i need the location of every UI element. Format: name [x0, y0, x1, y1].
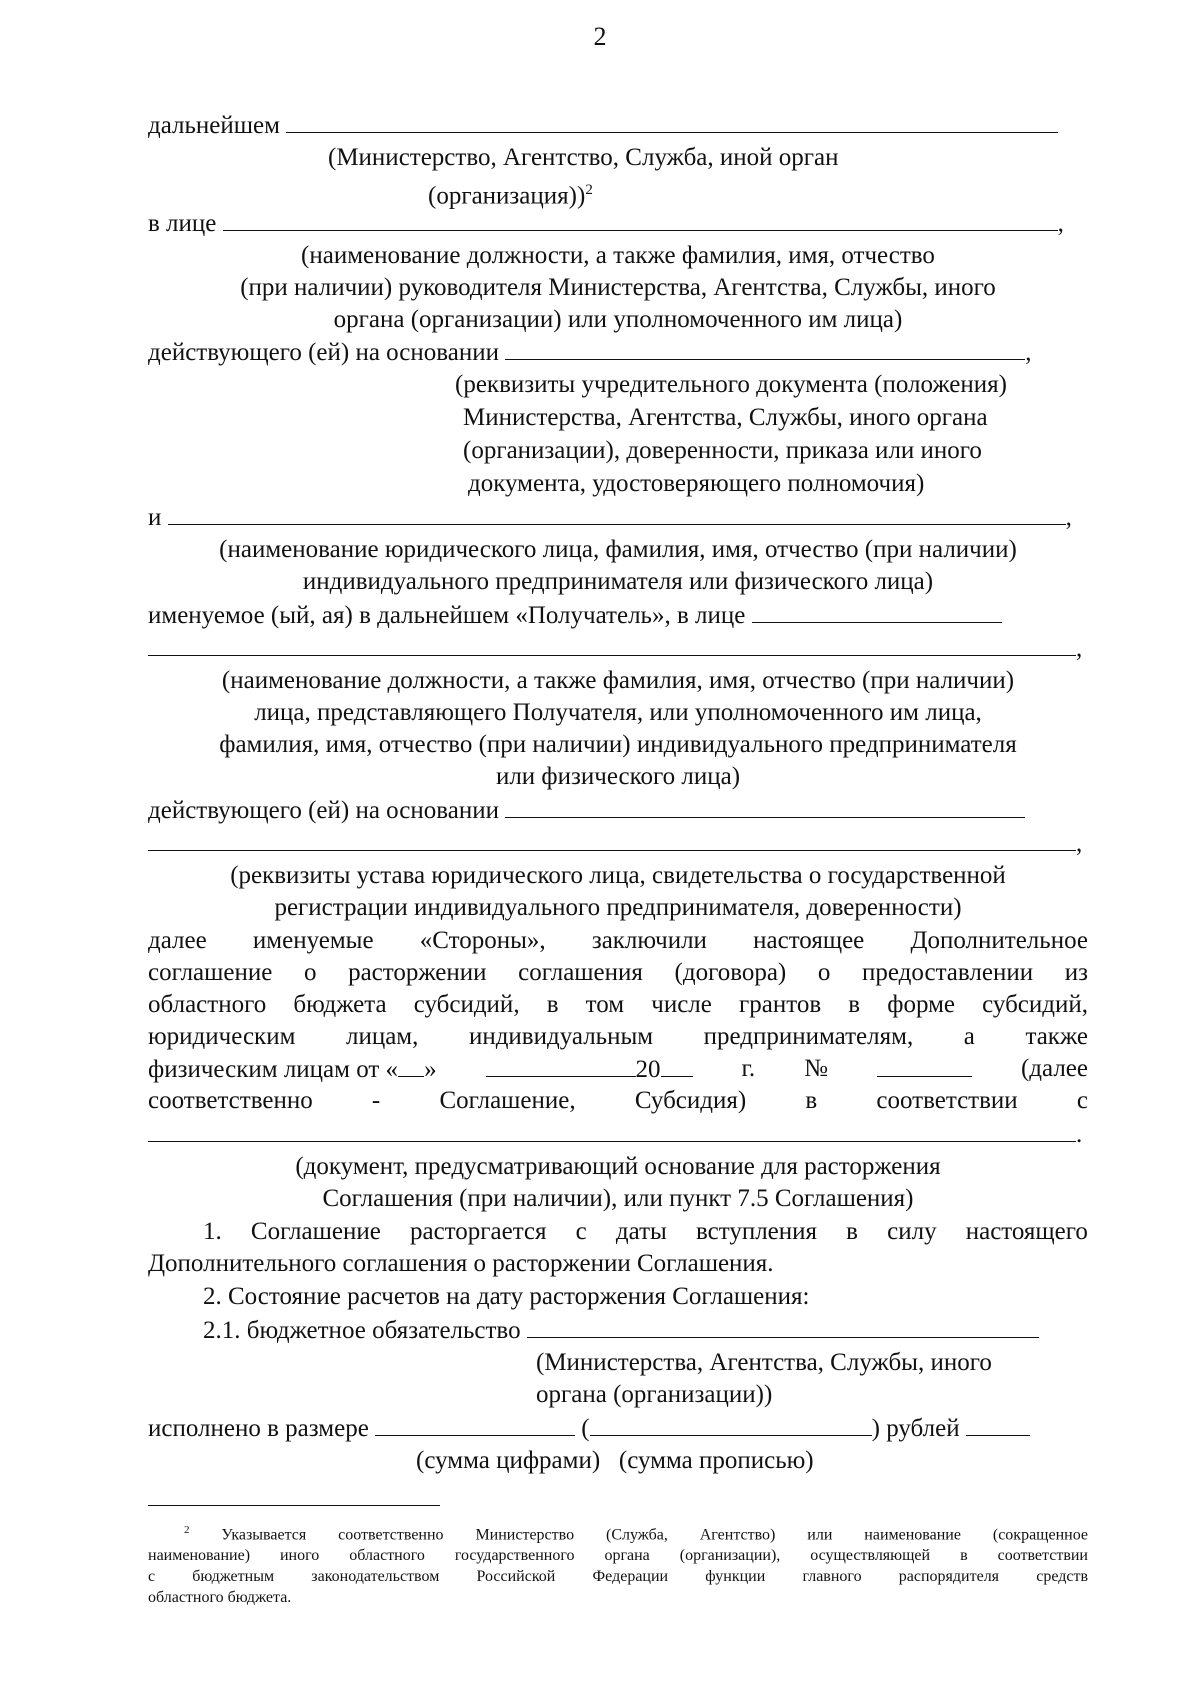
paragraph-line: физическим лицам от « » 20 г. № (далее: [148, 1055, 1088, 1083]
fill-blank-day[interactable]: [398, 1054, 424, 1077]
text-line: ,: [148, 633, 1082, 664]
text-line: действующего (ей) на основании ,: [148, 339, 1032, 366]
text-line: действующего (ей) на основании: [148, 795, 1025, 826]
footnote-divider: [148, 1505, 440, 1506]
text-line: и ,: [148, 504, 1072, 531]
hint-line: регистрации индивидуального предпринимателя, доверенности): [274, 894, 962, 921]
hint-line: или физического лица): [495, 763, 741, 790]
hint-line: органа (организации) или уполномоченного им лица): [333, 306, 903, 333]
hint-line: Министерства, Агентства, Службы, иного органа: [463, 404, 988, 431]
text-line: .: [148, 1119, 1082, 1150]
fill-blank-sum-words[interactable]: [590, 1413, 872, 1436]
hint-line: Соглашения (при наличии), или пункт 7.5 Соглашения): [322, 1185, 914, 1212]
hint-line: (сумма цифрами) (сумма прописью): [416, 1447, 814, 1474]
hint-line: индивидуального предпринимателя или физического лица): [302, 568, 934, 595]
hint-line: (организация))$^2$: [428, 182, 593, 210]
fill-blank-recipient-rep-cont[interactable]: [148, 633, 1076, 656]
hint-line: (Министерства, Агентства, Службы, иного: [536, 1349, 992, 1376]
fill-blank-recipient-basis-cont[interactable]: [148, 828, 1076, 851]
text-line: дальнейшем: [148, 110, 1058, 141]
paragraph-line: юридическим лицам, индивидуальным предпринимателям, а также: [148, 1023, 1088, 1050]
hint-line: (наименование юридического лица, фамилия, имя, отчество (при наличии): [219, 536, 1017, 563]
footnote: $^2$ Указывается соответственно Министерство (Служба, Агентство) или наименование (сокращенное наименование) иного областного государственного органа (организации), осуществляющей в соответствии с бюджетным законодательством Российской Федерации функции главного распорядителя средств областного бюджета.: [148, 1524, 1089, 1607]
hint-line: органа (организации)): [536, 1381, 773, 1408]
fill-blank-termination-basis[interactable]: [148, 1119, 1076, 1142]
fill-blank-sum-digits[interactable]: [375, 1413, 575, 1436]
fill-blank-obligation[interactable]: [527, 1315, 1039, 1338]
fill-blank-month[interactable]: [486, 1054, 636, 1077]
footnote-mark: 2: [184, 1524, 190, 1536]
text-line: исполнено в размере ( ) рублей: [148, 1413, 1030, 1444]
fill-blank-kopecks[interactable]: [966, 1413, 1030, 1436]
fill-blank-number[interactable]: [877, 1054, 972, 1077]
hint-line: (Министерство, Агентство, Служба, иной орган: [328, 144, 839, 171]
hint-line: (реквизиты устава юридического лица, свидетельства о государственной: [230, 862, 1006, 889]
fill-blank-recipient[interactable]: [168, 502, 1066, 525]
paragraph-line: областного бюджета субсидий, в том числе грантов в форме субсидий,: [148, 991, 1088, 1018]
fill-blank-organ[interactable]: [286, 110, 1058, 133]
paragraph-line: 1. Соглашение расторгается с даты вступления в силу настоящего: [203, 1218, 1088, 1245]
hint-line: (организации), доверенности, приказа или иного: [463, 437, 982, 464]
paragraph-line: соглашение о расторжении соглашения (договора) о предоставлении из: [148, 959, 1088, 986]
hint-line: документа, удостоверяющего полномочия): [468, 470, 925, 497]
hint-line: (наименование должности, а также фамилия, имя, отчество (при наличии): [221, 667, 1015, 694]
fill-blank-year[interactable]: [661, 1054, 693, 1077]
text-line: Дополнительного соглашения о расторжении Соглашения.: [148, 1250, 774, 1277]
fill-blank-recipient-rep[interactable]: [752, 600, 1002, 623]
text-line: 2.1. бюджетное обязательство: [203, 1315, 1039, 1346]
paragraph-line: соответственно - Соглашение, Субсидия) в соответствии с: [148, 1087, 1088, 1114]
text-line: 2. Состояние расчетов на дату расторжения Соглашения:: [203, 1283, 810, 1310]
hint-line: лица, представляющего Получателя, или уполномоченного им лица,: [254, 699, 982, 726]
hint-line: (при наличии) руководителя Министерства, Агентства, Службы, иного: [240, 274, 996, 301]
page-number: 2: [593, 22, 607, 51]
text-line: именуемое (ый, ая) в дальнейшем «Получатель», в лице: [148, 600, 1002, 631]
text-line: в лице ,: [148, 210, 1064, 237]
hint-line: (наименование должности, а также фамилия, имя, отчество: [301, 242, 935, 269]
hint-line: (реквизиты учредительного документа (положения): [455, 371, 1007, 398]
hint-line: (документ, предусматривающий основание для расторжения: [295, 1153, 941, 1180]
footnote-ref: 2: [585, 182, 593, 198]
fill-blank-representative[interactable]: [223, 208, 1058, 231]
fill-blank-basis[interactable]: [505, 337, 1025, 360]
text-line: ,: [148, 828, 1082, 859]
hint-line: фамилия, имя, отчество (при наличии) индивидуального предпринимателя: [219, 731, 1017, 758]
paragraph-line: далее именуемые «Стороны», заключили настоящее Дополнительное: [148, 927, 1088, 954]
fill-blank-recipient-basis[interactable]: [505, 795, 1025, 818]
